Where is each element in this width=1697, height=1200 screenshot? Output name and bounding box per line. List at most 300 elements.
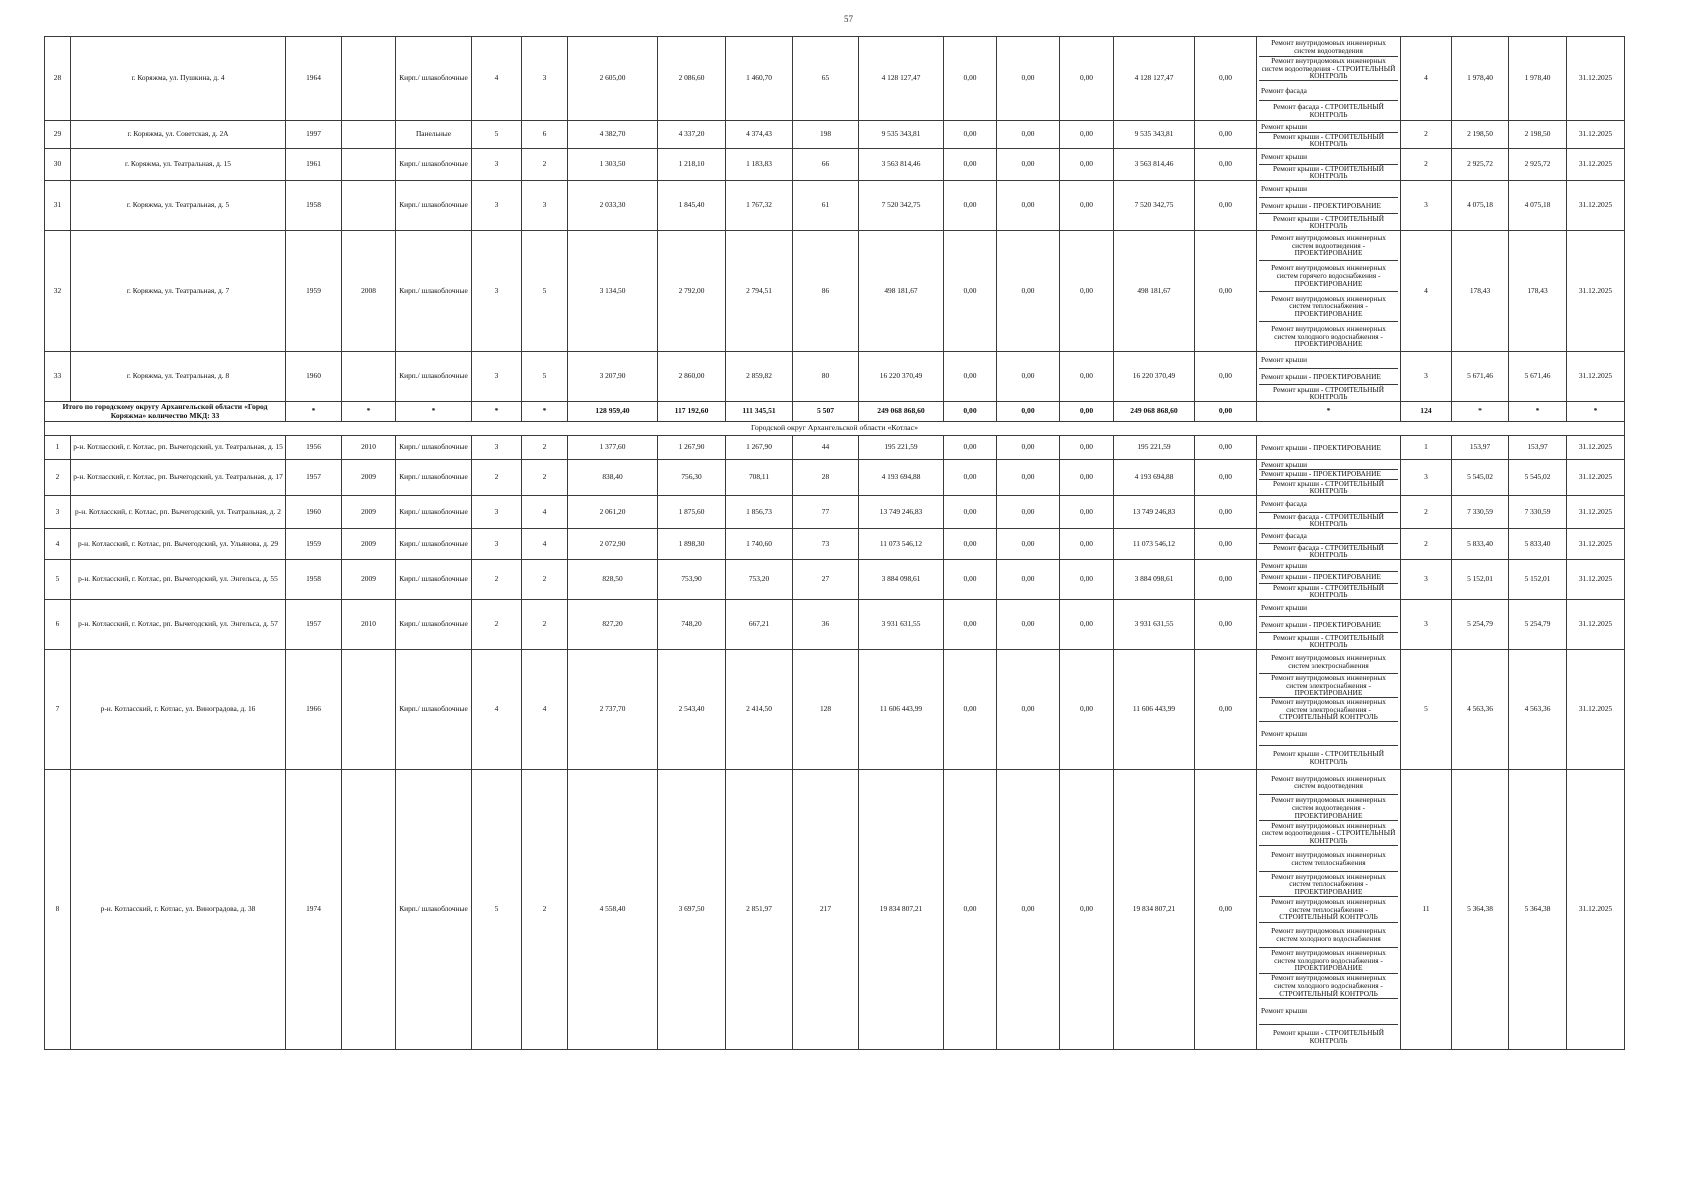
unit-cost-max-cell: 2 198,50 (1509, 121, 1567, 149)
fund-local-cell: 0,00 (1060, 560, 1114, 600)
works-cell (1257, 37, 1401, 121)
fund-other-cell: 0,00 (1195, 436, 1257, 460)
area-premises-cell: 3 697,50 (658, 770, 726, 1050)
cost-total-cell: 3 563 814,46 (859, 149, 944, 181)
address-cell: р-н. Котласский, г. Котлас, ул. Виноградова, д. 16 (71, 650, 286, 770)
fund-federal-cell: 0,00 (944, 352, 997, 402)
year-reconstruction-cell: 2008 (342, 231, 396, 352)
area-total-cell: 4 558,40 (568, 770, 658, 1050)
table-row (45, 231, 1625, 352)
area-residential-cell: 667,21 (726, 600, 793, 650)
wall-material-cell: Кирп./ шлакоблочные (396, 496, 472, 529)
wall-material-cell: Кирп./ шлакоблочные (396, 560, 472, 600)
unit-cost-max-cell: 5 364,38 (1509, 770, 1567, 1050)
work-item-label: Ремонт крыши (1261, 728, 1308, 738)
table-row (45, 496, 1625, 529)
work-item-label: Ремонт внутридомовых инженерных систем теплоснабжения - СТРОИТЕЛЬНЫЙ КОНТРОЛЬ (1271, 897, 1386, 922)
area-premises-cell: 753,90 (658, 560, 726, 600)
total-star-cell: * (1257, 402, 1401, 422)
unit-cost-cell: 2 198,50 (1452, 121, 1509, 149)
entrances-cell: 4 (522, 650, 568, 770)
wall-material-cell: Кирп./ шлакоблочные (396, 181, 472, 231)
page-number: 57 (844, 14, 853, 24)
works-cell (1257, 600, 1401, 650)
work-item (1259, 352, 1398, 369)
work-item-label: Ремонт фасада (1261, 85, 1307, 95)
works-cell (1257, 181, 1401, 231)
floors-cell: 5 (472, 121, 522, 149)
floors-cell: 4 (472, 650, 522, 770)
residents-cell: 198 (793, 121, 859, 149)
cost-total-cell: 498 181,67 (859, 231, 944, 352)
area-residential-cell: 2 859,82 (726, 352, 793, 402)
fund-regional-cell: 0,00 (997, 460, 1060, 496)
works-cell (1257, 352, 1401, 402)
fund-local-cell: 0,00 (1060, 650, 1114, 770)
total-works-count-cell: 124 (1401, 402, 1452, 422)
year-built-cell: 1960 (286, 352, 342, 402)
deadline-cell: 31.12.2025 (1567, 352, 1625, 402)
year-built-cell: 1958 (286, 181, 342, 231)
fund-federal-cell: 0,00 (944, 496, 997, 529)
total-star-cell: * (1567, 402, 1625, 422)
work-item-label: Ремонт внутридомовых инженерных систем водоотведения (1271, 773, 1386, 791)
work-item (1259, 770, 1398, 795)
section-title: Городской округ Архангельской области «Котлас» (45, 422, 1625, 436)
entrances-cell: 2 (522, 460, 568, 496)
work-item-label: Ремонт внутридомовых инженерных систем водоотведения - ПРОЕКТИРОВАНИЕ (1271, 233, 1386, 258)
section-row (45, 422, 1625, 436)
area-total-cell: 2 605,00 (568, 37, 658, 121)
fund-local-cell: 0,00 (1060, 181, 1114, 231)
work-item-label: Ремонт крыши - ПРОЕКТИРОВАНИЕ (1261, 572, 1381, 582)
area-total-cell: 2 737,70 (568, 650, 658, 770)
total-area-total-cell: 128 959,40 (568, 402, 658, 422)
floors-cell: 4 (472, 37, 522, 121)
area-residential-cell: 1 856,73 (726, 496, 793, 529)
work-item (1259, 101, 1398, 120)
work-item (1259, 821, 1398, 846)
work-item-label: Ремонт внутридомовых инженерных систем электроснабжения - ПРОЕКТИРОВАНИЕ (1271, 673, 1386, 698)
year-built-cell: 1974 (286, 770, 342, 1050)
work-item-label: Ремонт внутридомовых инженерных систем водоотведения (1271, 37, 1386, 55)
housing-repair-table (44, 36, 1625, 1050)
fund-owners-cell: 3 884 098,61 (1114, 560, 1195, 600)
fund-local-cell: 0,00 (1060, 436, 1114, 460)
work-item (1259, 846, 1398, 871)
year-built-cell: 1956 (286, 436, 342, 460)
fund-regional-cell: 0,00 (997, 352, 1060, 402)
work-item-label: Ремонт крыши (1261, 560, 1308, 570)
fund-other-cell: 0,00 (1195, 650, 1257, 770)
work-item (1259, 133, 1398, 148)
work-item-label: Ремонт крыши - ПРОЕКТИРОВАНИЕ (1261, 200, 1381, 210)
table-row (45, 770, 1625, 1050)
work-item (1259, 872, 1398, 897)
total-residents-cell: 5 507 (793, 402, 859, 422)
cost-total-cell: 7 520 342,75 (859, 181, 944, 231)
wall-material-cell: Кирп./ шлакоблочные (396, 37, 472, 121)
work-item-label: Ремонт внутридомовых инженерных систем теплоснабжения (1271, 849, 1386, 867)
cost-total-cell: 3 931 631,55 (859, 600, 944, 650)
work-item-label: Ремонт внутридомовых инженерных систем холодного водоснабжения - СТРОИТЕЛЬНЫЙ КОНТРОЛЬ (1271, 973, 1386, 998)
residents-cell: 73 (793, 529, 859, 560)
unit-cost-cell: 1 978,40 (1452, 37, 1509, 121)
area-total-cell: 838,40 (568, 460, 658, 496)
address-cell: р-н. Котласский, г. Котлас, рп. Вычегодский, ул. Энгельса, д. 57 (71, 600, 286, 650)
wall-material-cell: Кирп./ шлакоблочные (396, 650, 472, 770)
unit-cost-cell: 5 152,01 (1452, 560, 1509, 600)
works-cell (1257, 529, 1401, 560)
work-item (1259, 385, 1398, 401)
work-item-label: Ремонт внутридомовых инженерных систем холодного водоснабжения (1271, 926, 1386, 943)
deadline-cell: 31.12.2025 (1567, 37, 1625, 121)
work-item-label: Ремонт крыши - ПРОЕКТИРОВАНИЕ (1261, 442, 1381, 452)
table-row (45, 37, 1625, 121)
work-item (1259, 181, 1398, 198)
wall-material-cell: Кирп./ шлакоблочные (396, 231, 472, 352)
total-star-cell: * (342, 402, 396, 422)
fund-owners-cell: 4 193 694,88 (1114, 460, 1195, 496)
entrances-cell: 4 (522, 496, 568, 529)
address-cell: г. Коряжма, ул. Театральная, д. 5 (71, 181, 286, 231)
work-item (1259, 149, 1398, 165)
fund-regional-cell: 0,00 (997, 121, 1060, 149)
wall-material-cell: Панельные (396, 121, 472, 149)
work-item (1259, 1025, 1398, 1049)
total-fund-other-cell: 0,00 (1195, 402, 1257, 422)
fund-federal-cell: 0,00 (944, 600, 997, 650)
fund-owners-cell: 7 520 342,75 (1114, 181, 1195, 231)
total-fund-regional-cell: 0,00 (997, 402, 1060, 422)
works-cell (1257, 770, 1401, 1050)
deadline-cell: 31.12.2025 (1567, 496, 1625, 529)
residents-cell: 217 (793, 770, 859, 1050)
works-cell (1257, 436, 1401, 460)
residents-cell: 61 (793, 181, 859, 231)
fund-other-cell: 0,00 (1195, 460, 1257, 496)
row-number: 3 (45, 496, 71, 529)
fund-regional-cell: 0,00 (997, 560, 1060, 600)
fund-local-cell: 0,00 (1060, 496, 1114, 529)
address-cell: р-н. Котласский, г. Котлас, ул. Виноградова, д. 38 (71, 770, 286, 1050)
work-item (1259, 121, 1398, 133)
fund-local-cell: 0,00 (1060, 600, 1114, 650)
work-item (1259, 722, 1398, 746)
area-residential-cell: 1 267,90 (726, 436, 793, 460)
entrances-cell: 2 (522, 770, 568, 1050)
area-premises-cell: 1 875,60 (658, 496, 726, 529)
fund-owners-cell: 9 535 343,81 (1114, 121, 1195, 149)
works-count-cell: 2 (1401, 121, 1452, 149)
work-item-label: Ремонт крыши (1261, 184, 1308, 193)
row-number: 4 (45, 529, 71, 560)
work-item-label: Ремонт крыши (1261, 603, 1308, 612)
fund-other-cell: 0,00 (1195, 529, 1257, 560)
floors-cell: 3 (472, 149, 522, 181)
work-item (1259, 698, 1398, 722)
year-built-cell: 1958 (286, 560, 342, 600)
unit-cost-max-cell: 1 978,40 (1509, 37, 1567, 121)
area-premises-cell: 1 898,30 (658, 529, 726, 560)
cost-total-cell: 4 193 694,88 (859, 460, 944, 496)
work-item (1259, 231, 1398, 261)
year-built-cell: 1961 (286, 149, 342, 181)
row-number: 32 (45, 231, 71, 352)
fund-federal-cell: 0,00 (944, 529, 997, 560)
year-built-cell: 1959 (286, 231, 342, 352)
unit-cost-cell: 5 545,02 (1452, 460, 1509, 496)
work-item-label: Ремонт крыши - ПРОЕКТИРОВАНИЕ (1261, 469, 1381, 479)
row-number: 8 (45, 770, 71, 1050)
works-count-cell: 3 (1401, 460, 1452, 496)
area-premises-cell: 2 086,60 (658, 37, 726, 121)
work-item-label: Ремонт крыши (1261, 355, 1308, 364)
total-fund-federal-cell: 0,00 (944, 402, 997, 422)
residents-cell: 27 (793, 560, 859, 600)
table-row (45, 149, 1625, 181)
work-item-label: Ремонт внутридомовых инженерных систем электроснабжения (1271, 652, 1386, 670)
work-item-label: Ремонт крыши - ПРОЕКТИРОВАНИЕ (1261, 619, 1381, 629)
work-item (1259, 369, 1398, 386)
works-count-cell: 3 (1401, 181, 1452, 231)
deadline-cell: 31.12.2025 (1567, 181, 1625, 231)
area-residential-cell: 753,20 (726, 560, 793, 600)
total-row (45, 402, 1625, 422)
cost-total-cell: 16 220 370,49 (859, 352, 944, 402)
deadline-cell: 31.12.2025 (1567, 650, 1625, 770)
unit-cost-cell: 5 364,38 (1452, 770, 1509, 1050)
table-row (45, 352, 1625, 402)
year-built-cell: 1957 (286, 600, 342, 650)
floors-cell: 3 (472, 181, 522, 231)
table-row (45, 181, 1625, 231)
address-cell: г. Коряжма, ул. Театральная, д. 7 (71, 231, 286, 352)
area-residential-cell: 4 374,43 (726, 121, 793, 149)
floors-cell: 3 (472, 231, 522, 352)
work-item-label: Ремонт крыши - СТРОИТЕЛЬНЫЙ КОНТРОЛЬ (1273, 632, 1384, 650)
area-residential-cell: 1 740,60 (726, 529, 793, 560)
row-number: 29 (45, 121, 71, 149)
entrances-cell: 6 (522, 121, 568, 149)
total-area-premises-cell: 117 192,60 (658, 402, 726, 422)
work-item (1259, 480, 1398, 495)
residents-cell: 36 (793, 600, 859, 650)
fund-owners-cell: 11 606 443,99 (1114, 650, 1195, 770)
total-star-cell: * (522, 402, 568, 422)
floors-cell: 3 (472, 352, 522, 402)
work-item-label: Ремонт крыши - СТРОИТЕЛЬНЫЙ КОНТРОЛЬ (1273, 131, 1384, 149)
fund-regional-cell: 0,00 (997, 231, 1060, 352)
table-row (45, 121, 1625, 149)
cost-total-cell: 3 884 098,61 (859, 560, 944, 600)
year-built-cell: 1966 (286, 650, 342, 770)
deadline-cell: 31.12.2025 (1567, 600, 1625, 650)
works-cell (1257, 496, 1401, 529)
fund-federal-cell: 0,00 (944, 37, 997, 121)
work-item-label: Ремонт внутридомовых инженерных систем холодного водоснабжения - ПРОЕКТИРОВАНИЕ (1271, 947, 1386, 973)
row-number: 5 (45, 560, 71, 600)
address-cell: г. Коряжма, ул. Театральная, д. 15 (71, 149, 286, 181)
area-total-cell: 4 382,70 (568, 121, 658, 149)
unit-cost-max-cell: 4 075,18 (1509, 181, 1567, 231)
fund-federal-cell: 0,00 (944, 121, 997, 149)
area-premises-cell: 2 543,40 (658, 650, 726, 770)
fund-other-cell: 0,00 (1195, 121, 1257, 149)
work-item-label: Ремонт внутридомовых инженерных систем теплоснабжения - ПРОЕКТИРОВАНИЕ (1271, 293, 1386, 318)
area-premises-cell: 1 218,10 (658, 149, 726, 181)
unit-cost-max-cell: 153,97 (1509, 436, 1567, 460)
total-fund-owners-cell: 249 068 868,60 (1114, 402, 1195, 422)
deadline-cell: 31.12.2025 (1567, 529, 1625, 560)
works-count-cell: 5 (1401, 650, 1452, 770)
year-built-cell: 1960 (286, 496, 342, 529)
work-item (1259, 974, 1398, 999)
work-item-label: Ремонт крыши - СТРОИТЕЛЬНЫЙ КОНТРОЛЬ (1273, 582, 1384, 600)
residents-cell: 77 (793, 496, 859, 529)
year-built-cell: 1964 (286, 37, 342, 121)
residents-cell: 65 (793, 37, 859, 121)
year-reconstruction-cell: 2009 (342, 560, 396, 600)
fund-other-cell: 0,00 (1195, 770, 1257, 1050)
unit-cost-max-cell: 5 833,40 (1509, 529, 1567, 560)
area-total-cell: 3 207,90 (568, 352, 658, 402)
year-reconstruction-cell: 2010 (342, 600, 396, 650)
fund-federal-cell: 0,00 (944, 149, 997, 181)
area-total-cell: 2 072,90 (568, 529, 658, 560)
fund-owners-cell: 11 073 546,12 (1114, 529, 1195, 560)
area-residential-cell: 1 460,70 (726, 37, 793, 121)
work-item-label: Ремонт крыши (1261, 1006, 1308, 1016)
area-total-cell: 1 377,60 (568, 436, 658, 460)
work-item-label: Ремонт крыши - ПРОЕКТИРОВАНИЕ (1261, 371, 1381, 381)
work-item (1259, 322, 1398, 351)
work-item-label: Ремонт крыши - СТРОИТЕЛЬНЫЙ КОНТРОЛЬ (1273, 163, 1384, 181)
residents-cell: 128 (793, 650, 859, 770)
fund-other-cell: 0,00 (1195, 560, 1257, 600)
work-item (1259, 214, 1398, 230)
address-cell: р-н. Котласский, г. Котлас, рп. Вычегодский, ул. Театральная, д. 2 (71, 496, 286, 529)
table-row (45, 650, 1625, 770)
fund-local-cell: 0,00 (1060, 37, 1114, 121)
year-reconstruction-cell (342, 121, 396, 149)
work-item (1259, 544, 1398, 559)
fund-other-cell: 0,00 (1195, 496, 1257, 529)
floors-cell: 2 (472, 560, 522, 600)
fund-federal-cell: 0,00 (944, 436, 997, 460)
residents-cell: 86 (793, 231, 859, 352)
fund-regional-cell: 0,00 (997, 181, 1060, 231)
year-built-cell: 1957 (286, 460, 342, 496)
unit-cost-cell: 5 671,46 (1452, 352, 1509, 402)
entrances-cell: 5 (522, 231, 568, 352)
total-cost-total-cell: 249 068 868,60 (859, 402, 944, 422)
fund-owners-cell: 3 563 814,46 (1114, 149, 1195, 181)
work-item-label: Ремонт крыши (1261, 459, 1308, 469)
fund-owners-cell: 498 181,67 (1114, 231, 1195, 352)
work-item (1259, 292, 1398, 322)
work-item (1259, 496, 1398, 513)
deadline-cell: 31.12.2025 (1567, 770, 1625, 1050)
fund-other-cell: 0,00 (1195, 37, 1257, 121)
row-number: 30 (45, 149, 71, 181)
work-item (1259, 436, 1398, 459)
work-item-label: Ремонт крыши (1261, 151, 1308, 161)
deadline-cell: 31.12.2025 (1567, 149, 1625, 181)
total-label: Итого по городскому округу Архангельской области «Город Коряжма» количество МКД: 33 (45, 402, 286, 422)
entrances-cell: 4 (522, 529, 568, 560)
work-item (1259, 560, 1398, 572)
total-star-cell: * (1509, 402, 1567, 422)
work-item-label: Ремонт внутридомовых инженерных систем электроснабжения - СТРОИТЕЛЬНЫЙ КОНТРОЛЬ (1271, 697, 1386, 722)
unit-cost-cell: 4 075,18 (1452, 181, 1509, 231)
floors-cell: 3 (472, 496, 522, 529)
work-item-label: Ремонт крыши - СТРОИТЕЛЬНЫЙ КОНТРОЛЬ (1273, 478, 1384, 496)
table-row (45, 529, 1625, 560)
work-item (1259, 674, 1398, 698)
work-item-label: Ремонт внутридомовых инженерных систем водоотведения - ПРОЕКТИРОВАНИЕ (1271, 795, 1386, 820)
area-premises-cell: 748,20 (658, 600, 726, 650)
work-item-label: Ремонт фасада - СТРОИТЕЛЬНЫЙ КОНТРОЛЬ (1273, 542, 1384, 560)
fund-local-cell: 0,00 (1060, 529, 1114, 560)
fund-other-cell: 0,00 (1195, 149, 1257, 181)
cost-total-cell: 13 749 246,83 (859, 496, 944, 529)
cost-total-cell: 19 834 807,21 (859, 770, 944, 1050)
fund-regional-cell: 0,00 (997, 600, 1060, 650)
cost-total-cell: 11 073 546,12 (859, 529, 944, 560)
work-item (1259, 81, 1398, 101)
work-item (1259, 460, 1398, 470)
total-area-residential-cell: 111 345,51 (726, 402, 793, 422)
area-premises-cell: 1 267,90 (658, 436, 726, 460)
work-item (1259, 999, 1398, 1024)
area-total-cell: 2 033,30 (568, 181, 658, 231)
fund-federal-cell: 0,00 (944, 460, 997, 496)
address-cell: р-н. Котласский, г. Котлас, рп. Вычегодский, ул. Ульянова, д. 29 (71, 529, 286, 560)
work-item (1259, 897, 1398, 922)
address-cell: г. Коряжма, ул. Пушкина, д. 4 (71, 37, 286, 121)
unit-cost-cell: 7 330,59 (1452, 496, 1509, 529)
year-reconstruction-cell (342, 770, 396, 1050)
area-total-cell: 828,50 (568, 560, 658, 600)
work-item-label: Ремонт крыши - СТРОИТЕЛЬНЫЙ КОНТРОЛЬ (1273, 384, 1384, 402)
total-star-cell: * (286, 402, 342, 422)
cost-total-cell: 9 535 343,81 (859, 121, 944, 149)
year-reconstruction-cell (342, 352, 396, 402)
work-item-label: Ремонт внутридомовых инженерных систем теплоснабжения - ПРОЕКТИРОВАНИЕ (1271, 871, 1386, 896)
total-star-cell: * (472, 402, 522, 422)
floors-cell: 2 (472, 600, 522, 650)
unit-cost-cell: 2 925,72 (1452, 149, 1509, 181)
fund-federal-cell: 0,00 (944, 231, 997, 352)
unit-cost-cell: 4 563,36 (1452, 650, 1509, 770)
fund-other-cell: 0,00 (1195, 600, 1257, 650)
year-reconstruction-cell (342, 149, 396, 181)
work-item (1259, 584, 1398, 599)
work-item (1259, 57, 1398, 81)
works-count-cell: 3 (1401, 352, 1452, 402)
entrances-cell: 5 (522, 352, 568, 402)
unit-cost-max-cell: 2 925,72 (1509, 149, 1567, 181)
works-cell (1257, 121, 1401, 149)
work-item (1259, 513, 1398, 529)
fund-federal-cell: 0,00 (944, 770, 997, 1050)
entrances-cell: 3 (522, 181, 568, 231)
fund-other-cell: 0,00 (1195, 181, 1257, 231)
fund-federal-cell: 0,00 (944, 560, 997, 600)
unit-cost-max-cell: 178,43 (1509, 231, 1567, 352)
work-item-label: Ремонт крыши - СТРОИТЕЛЬНЫЙ КОНТРОЛЬ (1273, 213, 1384, 231)
